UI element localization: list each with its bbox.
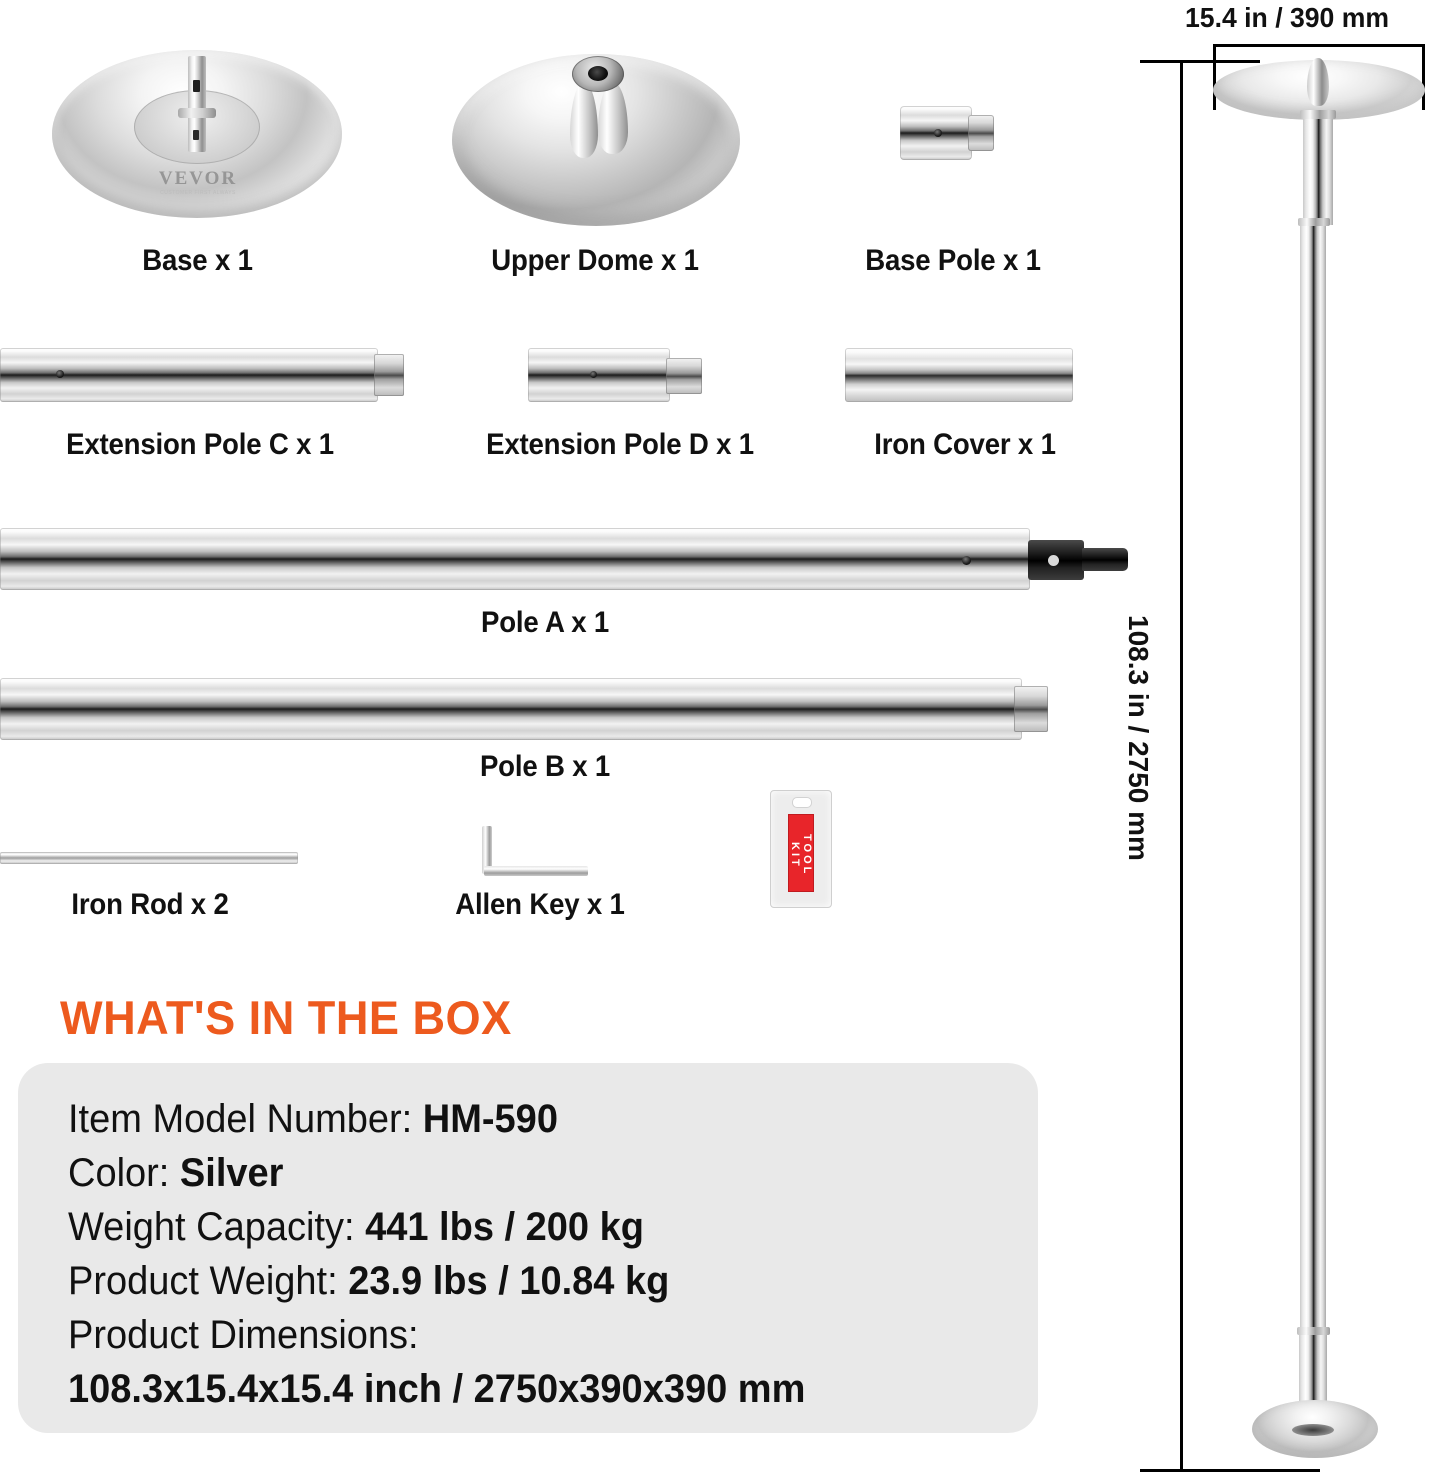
base-pole-step bbox=[968, 115, 994, 151]
assembled-pole-shaft-main bbox=[1300, 222, 1326, 1352]
assembled-pole-joint-upper bbox=[1300, 110, 1336, 119]
part-image-extension-c bbox=[0, 344, 410, 406]
spec-value-model: HM-590 bbox=[422, 1097, 558, 1141]
dimension-width-tick-right bbox=[1422, 44, 1425, 110]
part-label-pole-a: Pole A x 1 bbox=[480, 606, 610, 639]
part-image-pole-a bbox=[0, 522, 1140, 594]
spec-value-product-weight: 23.9 lbs / 10.84 kg bbox=[348, 1259, 670, 1303]
spec-key-color: Color: bbox=[68, 1151, 180, 1195]
part-label-pole-b: Pole B x 1 bbox=[479, 750, 611, 783]
part-image-extension-d bbox=[528, 344, 708, 406]
pole-a-connector-eyelet bbox=[1048, 555, 1059, 566]
pole-a-screw bbox=[962, 556, 971, 565]
spec-row-weight-capacity bbox=[68, 1205, 644, 1250]
part-label-extension-c: Extension Pole C x 1 bbox=[66, 428, 334, 461]
base-stem-collar bbox=[178, 108, 216, 118]
part-label-base: Base x 1 bbox=[142, 244, 253, 277]
assembled-pole-joint-lower bbox=[1297, 1327, 1330, 1335]
spec-row-product-weight bbox=[68, 1259, 669, 1304]
dimension-width-tick-left bbox=[1213, 44, 1216, 110]
part-image-iron-rod bbox=[0, 848, 300, 870]
assembled-pole-joint-mid bbox=[1298, 218, 1330, 226]
part-image-pole-b bbox=[0, 672, 1060, 744]
assembled-top-dome-nipple bbox=[1307, 58, 1329, 106]
base-pole-screw bbox=[934, 129, 942, 137]
assembled-pole-shaft-upper bbox=[1303, 113, 1333, 225]
assembled-base-disc-shadow bbox=[1292, 1424, 1334, 1436]
toolkit-hang-hole bbox=[792, 797, 812, 808]
spec-row-model bbox=[68, 1097, 558, 1142]
allen-key-long-arm bbox=[484, 866, 588, 876]
extension-c-cap bbox=[374, 354, 404, 396]
pole-b-body bbox=[0, 678, 1022, 740]
spec-value-weight-capacity: 441 lbs / 200 kg bbox=[365, 1205, 644, 1249]
pole-a-body bbox=[0, 528, 1030, 590]
iron-rod-body bbox=[0, 852, 298, 864]
base-stem-slot bbox=[193, 80, 200, 92]
part-image-iron-cover bbox=[845, 344, 1075, 406]
extension-d-cap bbox=[666, 358, 702, 394]
spec-row-dimensions-key bbox=[68, 1313, 419, 1358]
dimension-height-label: 108.3 in / 2750 mm bbox=[1123, 615, 1154, 861]
part-image-base bbox=[52, 38, 342, 228]
base-stem-slot-lower bbox=[193, 130, 199, 140]
spec-value-color: Silver bbox=[179, 1151, 284, 1195]
page-title: WHAT'S IN THE BOX bbox=[60, 991, 512, 1044]
toolkit-red-label bbox=[788, 814, 814, 892]
spec-row-color bbox=[68, 1151, 283, 1196]
part-image-upper-dome bbox=[452, 40, 742, 230]
spec-key-product-weight: Product Weight: bbox=[68, 1259, 349, 1303]
part-label-allen-key: Allen Key x 1 bbox=[455, 888, 625, 921]
vevor-logo: VEVOR bbox=[158, 168, 238, 189]
dimension-height-tick-bottom bbox=[1140, 1469, 1320, 1472]
upper-dome-bearing-hole bbox=[588, 66, 608, 81]
dimension-width-label: 15.4 in / 390 mm bbox=[1185, 2, 1390, 33]
spec-key-dimensions: Product Dimensions: bbox=[68, 1313, 419, 1357]
toolkit-label-text: TOOL KIT bbox=[788, 833, 813, 877]
part-label-base-pole: Base Pole x 1 bbox=[865, 244, 1041, 277]
dimension-height-bar bbox=[1180, 60, 1183, 1472]
part-image-base-pole bbox=[900, 98, 1004, 168]
spec-row-dimensions-value bbox=[68, 1367, 805, 1412]
part-image-allen-key bbox=[482, 826, 602, 882]
part-label-iron-rod: Iron Rod x 2 bbox=[71, 888, 229, 921]
part-label-iron-cover: Iron Cover x 1 bbox=[874, 428, 1056, 461]
iron-cover-body bbox=[845, 348, 1073, 402]
spec-key-weight-capacity: Weight Capacity: bbox=[68, 1205, 366, 1249]
extension-d-screw bbox=[590, 371, 597, 378]
pole-b-cap bbox=[1014, 686, 1048, 732]
part-label-upper-dome: Upper Dome x 1 bbox=[491, 244, 699, 277]
dimension-width-bar bbox=[1213, 44, 1425, 47]
part-image-toolkit bbox=[770, 790, 832, 908]
spec-key-model: Item Model Number: bbox=[68, 1097, 423, 1141]
dimension-height-tick-top bbox=[1140, 60, 1260, 63]
spec-card bbox=[18, 1063, 1038, 1433]
vevor-tagline: CUSTOMER FIRST ALWAYS bbox=[160, 190, 236, 196]
pole-a-connector-tip bbox=[1082, 548, 1128, 571]
extension-c-screw bbox=[56, 370, 64, 378]
spec-value-dimensions: 108.3x15.4x15.4 inch / 2750x390x390 mm bbox=[68, 1367, 806, 1411]
extension-d-body bbox=[528, 348, 670, 402]
part-label-extension-d: Extension Pole D x 1 bbox=[486, 428, 754, 461]
